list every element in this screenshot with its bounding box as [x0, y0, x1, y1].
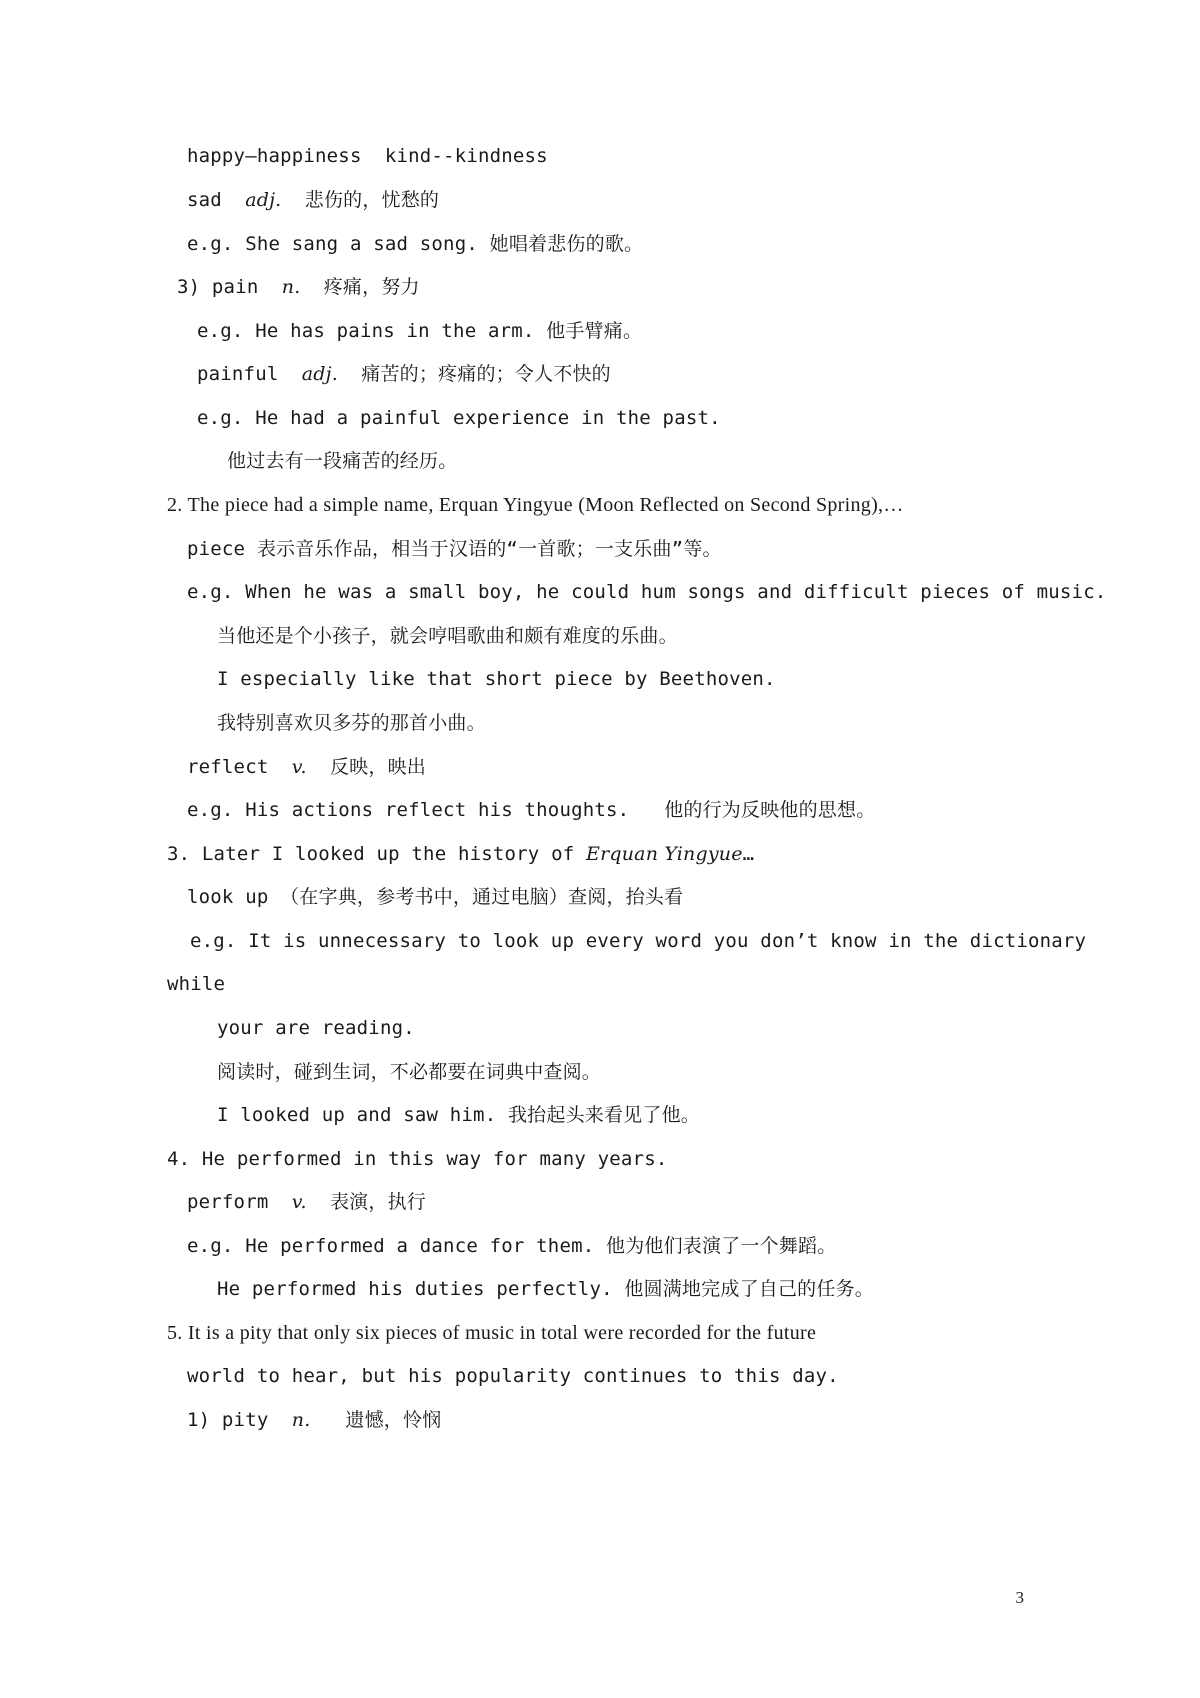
text-line: happy—happiness kind--kindness: [187, 145, 548, 167]
example-sentence: e.g. She sang a sad song. 她唱着悲伤的歌。: [187, 233, 644, 255]
section-heading-5-continued: world to hear, but his popularity continues to this day.: [187, 1365, 839, 1387]
explanation-line: piece 表示音乐作品，相当于汉语的“一首歌；一支乐曲”等。: [187, 538, 722, 560]
vocab-word: 3) pain: [177, 276, 282, 298]
vocab-word: perform: [187, 1191, 292, 1213]
heading-text: 3. Later I looked up the history of: [167, 843, 587, 865]
section-heading-5: 5. It is a pity that only six pieces of music in total were recorded for the future: [167, 1322, 817, 1344]
vocab-entry-pity: [187, 1408, 441, 1432]
page-number: 3: [1015, 1588, 1024, 1607]
example-translation: 阅读时，碰到生词，不必都要在词典中查阅。: [217, 1061, 602, 1083]
part-of-speech: adj.: [301, 363, 338, 385]
example-sentence: e.g. He had a painful experience in the past.: [197, 407, 721, 429]
vocab-entry-pain: [177, 275, 420, 299]
vocab-entry-reflect: [187, 755, 426, 779]
example-sentence: e.g. It is unnecessary to look up every word you don’t know in the dictionary: [190, 930, 1087, 952]
heading-ellipsis: …: [742, 843, 755, 865]
example-translation: 当他还是个小孩子，就会哼唱歌曲和颇有难度的乐曲。: [217, 625, 678, 647]
example-sentence: He performed his duties perfectly. 他圆满地完成了自己的任务。: [217, 1278, 874, 1300]
vocab-entry-sad: [187, 188, 439, 212]
example-sentence: e.g. His actions reflect his thoughts. 他的行为反映他的思想。: [187, 799, 876, 821]
example-translation: 他过去有一段痛苦的经历。: [227, 450, 458, 472]
part-of-speech: n.: [291, 1409, 311, 1431]
section-heading-2: 2. The piece had a simple name, Erquan Yingyue (Moon Reflected on Second Spring),…: [167, 494, 904, 516]
section-heading-3: [167, 842, 754, 866]
example-sentence: e.g. When he was a small boy, he could hum songs and difficult pieces of music.: [187, 581, 1107, 603]
vocab-word: reflect: [187, 756, 292, 778]
part-of-speech: v.: [291, 1191, 307, 1213]
vocab-word: sad: [187, 189, 246, 211]
vocab-entry-perform: [187, 1190, 426, 1214]
part-of-speech: adj.: [245, 189, 282, 211]
example-translation: 我特别喜欢贝多芬的那首小曲。: [217, 712, 486, 734]
vocab-word: painful: [197, 363, 302, 385]
vocab-gloss: 反映，映出: [306, 756, 426, 778]
vocab-gloss: 痛苦的；疼痛的；令人不快的: [338, 363, 611, 385]
part-of-speech: v.: [291, 756, 307, 778]
vocab-word: 1) pity: [187, 1409, 292, 1431]
example-sentence-wrap: while: [167, 973, 226, 995]
example-sentence: I especially like that short piece by Beethoven.: [217, 668, 776, 690]
example-sentence-wrap: your are reading.: [217, 1017, 415, 1039]
vocab-gloss: 悲伤的，忧愁的: [281, 189, 440, 211]
vocab-entry-look-up: look up （在字典，参考书中，通过电脑）查阅，抬头看: [187, 886, 684, 908]
example-sentence: I looked up and saw him. 我抬起头来看见了他。: [217, 1104, 700, 1126]
vocab-entry-painful: [197, 362, 611, 386]
part-of-speech: n.: [281, 276, 301, 298]
vocab-gloss: 遗憾，怜悯: [310, 1409, 442, 1431]
example-sentence: e.g. He performed a dance for them. 他为他们表演了一个舞蹈。: [187, 1235, 837, 1257]
music-title: Erquan Yingyue: [586, 843, 743, 865]
vocab-gloss: 疼痛，努力: [300, 276, 420, 298]
vocab-gloss: 表演，执行: [306, 1191, 426, 1213]
example-sentence: e.g. He has pains in the arm. 他手臂痛。: [197, 320, 643, 342]
section-heading-4: 4. He performed in this way for many years.: [167, 1148, 668, 1170]
